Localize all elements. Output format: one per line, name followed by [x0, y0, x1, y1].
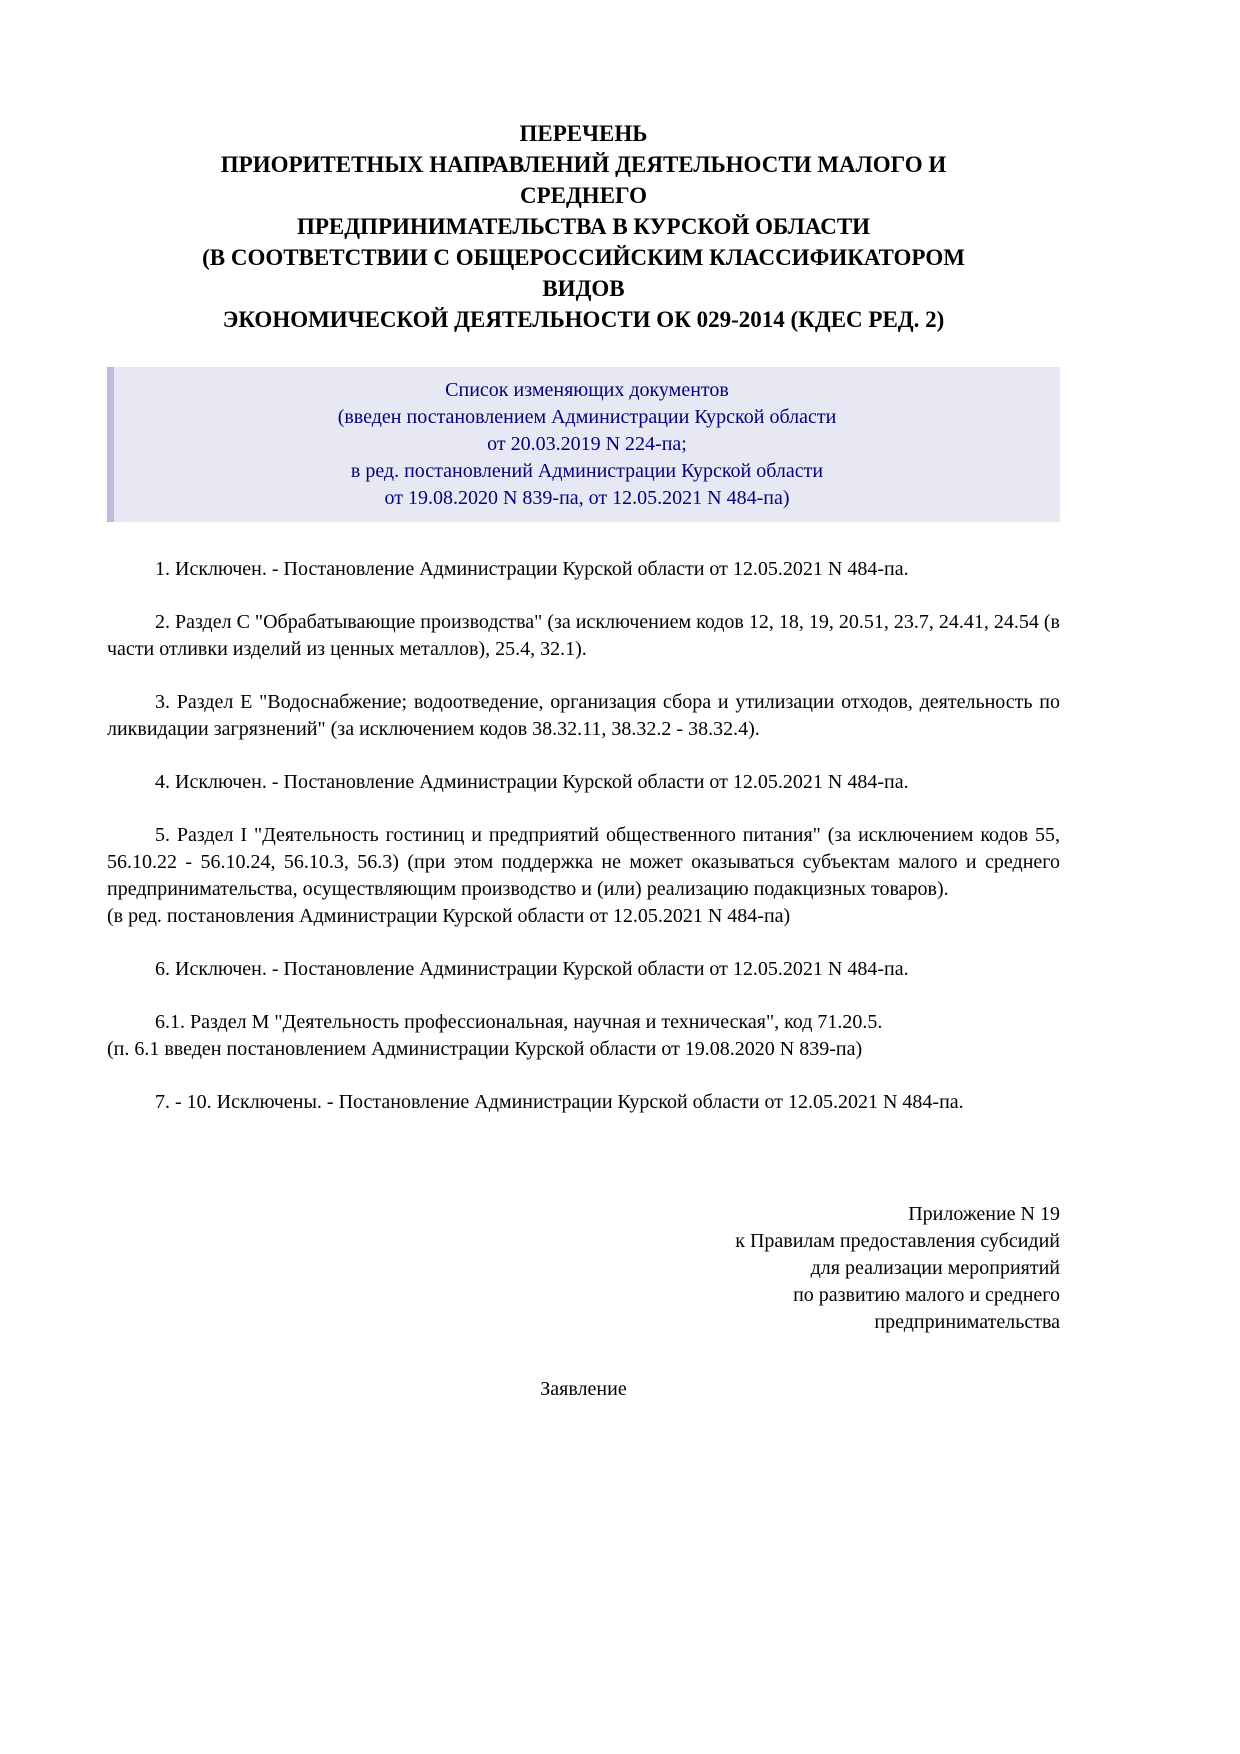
paragraph-2 — [107, 609, 1060, 663]
paragraph-1 — [107, 556, 1060, 583]
paragraph-text: 6.1. Раздел M "Деятельность профессиональная, научная и техническая", код 71.20.5. — [155, 1011, 883, 1033]
notice-line: от 20.03.2019 N 224-па; — [487, 433, 687, 455]
paragraph-3 — [107, 689, 1060, 743]
notice-line: в ред. постановлений Администрации Курской области — [350, 460, 824, 482]
notice-line: Список изменяющих документов — [445, 379, 729, 401]
appendix-line: Приложение N 19 — [908, 1203, 1060, 1225]
title-line: ВИДОВ — [542, 276, 625, 301]
title-line: ПРИОРИТЕТНЫХ НАПРАВЛЕНИЙ ДЕЯТЕЛЬНОСТИ МАЛОГО И — [220, 152, 947, 177]
appendix-line: к Правилам предоставления субсидий — [735, 1230, 1060, 1252]
notice-line: (введен постановлением Администрации Курской области — [337, 406, 837, 428]
document-body — [107, 556, 1060, 1116]
appendix-line: для реализации мероприятий — [810, 1257, 1060, 1279]
amendments-notice-box — [107, 367, 1060, 522]
paragraph-5 — [107, 822, 1060, 930]
title-line: ПРЕДПРИНИМАТЕЛЬСТВА В КУРСКОЙ ОБЛАСТИ — [296, 214, 871, 239]
application-heading: Заявление — [540, 1378, 627, 1400]
paragraph-text: 6. Исключен. - Постановление Администрации Курской области от 12.05.2021 N 484-па. — [155, 958, 909, 980]
paragraph-text: 4. Исключен. - Постановление Администрации Курской области от 12.05.2021 N 484-па. — [155, 771, 909, 793]
paragraph-note: (в ред. постановления Администрации Курской области от 12.05.2021 N 484-па) — [107, 905, 791, 927]
paragraph-7-10 — [107, 1089, 1060, 1116]
appendix-line: по развитию малого и среднего — [793, 1284, 1060, 1306]
notice-line: от 19.08.2020 N 839-па, от 12.05.2021 N 484-па) — [384, 487, 790, 509]
document-title — [107, 118, 1060, 335]
paragraph-text: 2. Раздел C "Обрабатывающие производства" (за исключением кодов 12, 18, 19, 20.51, 23.7, 24.41, 24.54 (в части отливки изделий из ценных металлов), 25.4, 32.1). — [107, 611, 1060, 660]
paragraph-text: 1. Исключен. - Постановление Администрации Курской области от 12.05.2021 N 484-па. — [155, 558, 909, 580]
paragraph-text: 5. Раздел I "Деятельность гостиниц и предприятий общественного питания" (за исключением кодов 55, 56.10.22 - 56.10.24, 56.10.3, 56.3) (при этом поддержка не может оказываться субъектам малого и среднего предпринимательства, осуществляющим производство и (или) реализацию подакцизных товаров). — [107, 824, 1060, 900]
paragraph-text: 7. - 10. Исключены. - Постановление Администрации Курской области от 12.05.2021 N 484-па. — [155, 1091, 964, 1113]
paragraph-6 — [107, 956, 1060, 983]
title-line: ПЕРЕЧЕНЬ — [519, 121, 648, 146]
appendix-block — [107, 1201, 1060, 1336]
paragraph-4 — [107, 769, 1060, 796]
title-line: ЭКОНОМИЧЕСКОЙ ДЕЯТЕЛЬНОСТИ ОК 029-2014 (КДЕС РЕД. 2) — [222, 307, 945, 332]
paragraph-note: (п. 6.1 введен постановлением Администрации Курской области от 19.08.2020 N 839-па) — [107, 1038, 863, 1060]
paragraph-6-1 — [107, 1009, 1060, 1063]
title-line: (В СООТВЕТСТВИИ С ОБЩЕРОССИЙСКИМ КЛАССИФИКАТОРОМ — [202, 245, 965, 270]
paragraph-text: 3. Раздел E "Водоснабжение; водоотведение, организация сбора и утилизации отходов, деятельность по ликвидации загрязнений" (за исключением кодов 38.32.11, 38.32.2 - 38.32.4). — [107, 691, 1060, 740]
appendix-line: предпринимательства — [874, 1311, 1060, 1333]
title-line: СРЕДНЕГО — [519, 183, 647, 208]
